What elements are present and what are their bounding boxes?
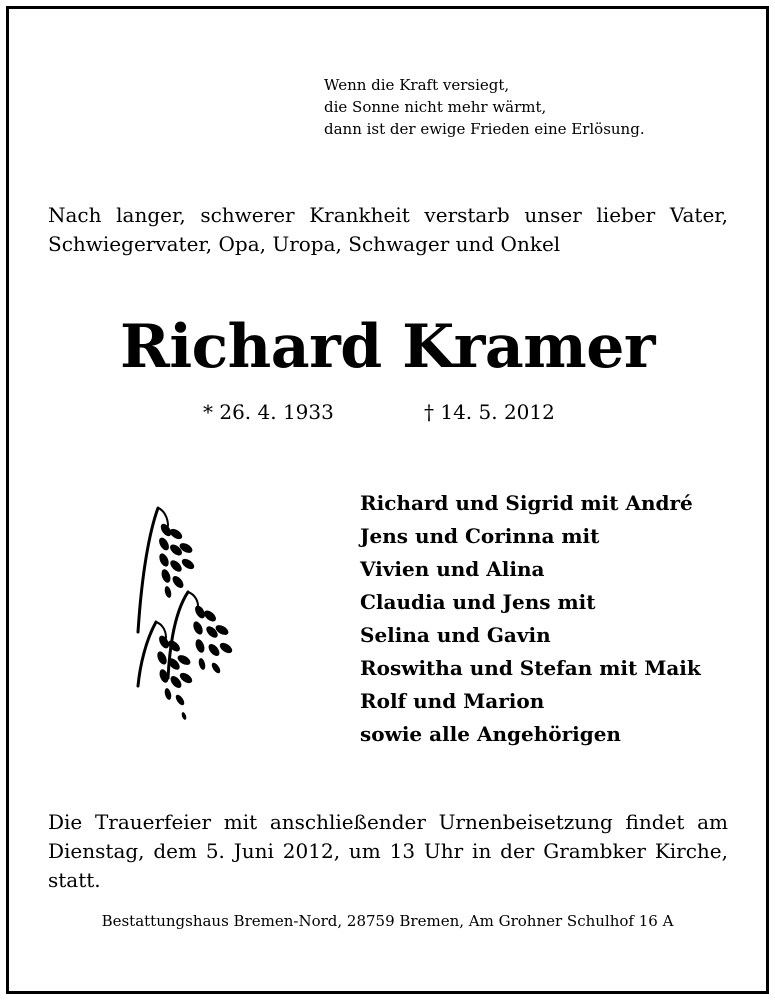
- mourner-line: Richard und Sigrid mit André: [360, 491, 693, 515]
- funeral-home-footer: Bestattungshaus Bremen-Nord, 28759 Bremen, Am Grohner Schulhof 16 A: [101, 912, 674, 930]
- mourner-line: Roswitha und Stefan mit Maik: [360, 656, 701, 680]
- mourner-line: sowie alle Angehörigen: [360, 722, 621, 746]
- mourner-line: Claudia und Jens mit: [360, 590, 596, 614]
- mourner-line: Selina und Gavin: [360, 623, 551, 647]
- death-date: † 14. 5. 2012: [424, 400, 555, 424]
- mourner-line: Vivien und Alina: [360, 557, 545, 581]
- mourners-list: [360, 487, 701, 751]
- ceremony-text: Die Trauerfeier mit anschließender Urnenbeisetzung findet am Dienstag, dem 5. Juni 2012, um 13 Uhr in der Grambker Kirche, statt.: [48, 810, 728, 892]
- intro-text: Nach langer, schwerer Krankheit verstarb unser lieber Vater, Schwiegervater, Opa, Uropa, Schwager und Onkel: [48, 203, 728, 256]
- poem-line: Wenn die Kraft versiegt,: [324, 76, 510, 94]
- poem-line: dann ist der ewige Frieden eine Erlösung.: [324, 120, 645, 138]
- wheat-ears-icon: [128, 500, 243, 728]
- poem-line: die Sonne nicht mehr wärmt,: [324, 98, 547, 116]
- birth-date: * 26. 4. 1933: [203, 400, 334, 424]
- poem: [324, 74, 645, 140]
- mourner-line: Rolf und Marion: [360, 689, 545, 713]
- deceased-name: Richard Kramer: [119, 312, 656, 382]
- mourner-line: Jens und Corinna mit: [360, 524, 600, 548]
